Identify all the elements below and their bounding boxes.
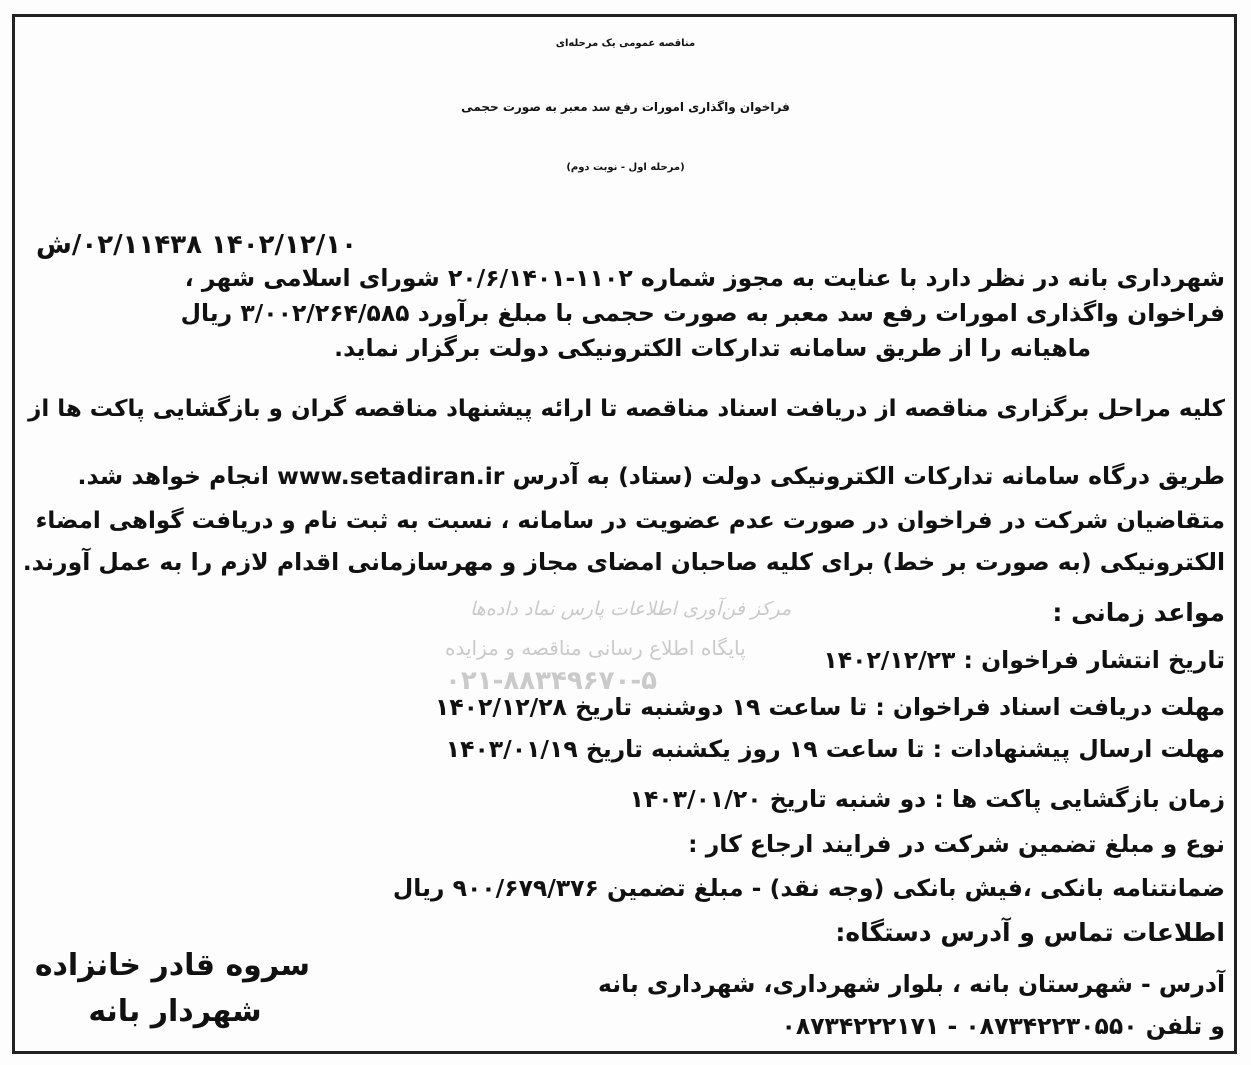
schedule-item: نوع و مبلغ تضمین شرکت در فرایند ارجاع کار : [688,830,1225,858]
body-line: شهرداری بانه در نظر دارد با عنایت به مجوز شماره ۱۱۰۲-۲۰/۶/۱۴۰۱ شورای اسلامی شهر ، [184,264,1225,292]
signatory-title: شهردار بانه [88,994,262,1029]
watermark-phone: ۰۲۱-۸۸۳۴۹۶۷۰-۵ [445,666,658,696]
schedule-item: مهلت ارسال پیشنهادات : تا ساعت ۱۹ روز یکشنبه تاریخ ۱۴۰۳/۰۱/۱۹ [445,735,1225,763]
watermark-line2: پایگاه اطلاع رسانی مناقصه و مزایده [445,636,746,660]
contact-heading: اطلاعات تماس و آدرس دستگاه: [835,918,1225,947]
reference-number: ۱۴۰۲/۱۲/۱۰ ۰۲/۱۱۴۳۸/ش [36,230,357,260]
schedule-item: تاریخ انتشار فراخوان : ۱۴۰۲/۱۲/۲۳ [823,646,1225,674]
phone-line: و تلفن ۰۸۷۳۴۲۲۳۰۵۵۰ - ۰۸۷۳۴۲۲۲۱۷۱ [781,1012,1225,1040]
body-line: فراخوان واگذاری امورات رفع سد معبر به صورت حجمی با مبلغ برآورد ۳/۰۰۲/۲۶۴/۵۸۵ ریال [180,299,1225,327]
tender-title: مناقصه عمومی یک مرحله‌ای [555,38,696,49]
body-line: طریق درگاه سامانه تدارکات الکترونیکی دولت (ستاد) به آدرس www.setadiran.ir انجام خواهد شد. [77,462,1225,490]
guarantee-line: ضمانتنامه بانکی ،فیش بانکی (وجه نقد) - مبلغ تضمین ۹۰۰/۶۷۹/۳۷۶ ریال [392,874,1225,902]
tender-subject: فراخوان واگذاری امورات رفع سد معبر به صورت حجمی [461,100,790,114]
signatory-name: سروه قادر خانزاده [34,948,310,983]
tender-stage: (مرحله اول - نوبت دوم) [566,162,685,173]
schedule-item: مهلت دریافت اسناد فراخوان : تا ساعت ۱۹ دوشنبه تاریخ ۱۴۰۲/۱۲/۲۸ [434,693,1225,721]
body-line: کلیه مراحل برگزاری مناقصه از دریافت اسناد مناقصه تا ارائه پیشنهاد مناقصه گران و بازگشایی پاکت ها از [28,396,1225,422]
watermark-line1: مرکز فن‌آوری اطلاعات پارس نماد داده‌ها [470,598,792,620]
body-line: الکترونیکی (به صورت بر خط) برای کلیه صاحبان امضای مجاز و مهرسازمانی اقدام لازم را به عمل آورند. [22,548,1225,576]
schedule-item: زمان بازگشایی پاکت ها : دو شنبه تاریخ ۱۴۰۳/۰۱/۲۰ [629,785,1225,813]
body-line: ماهیانه را از طریق سامانه تدارکات الکترونیکی دولت برگزار نماید. [334,334,1091,362]
address-line: آدرس - شهرستان بانه ، بلوار شهرداری، شهرداری بانه [598,970,1225,998]
body-line: متقاضیان شرکت در فراخوان در صورت عدم عضویت در سامانه ، نسبت به ثبت نام و دریافت گواهی امضاء [35,508,1225,534]
schedule-heading: مواعد زمانی : [1052,598,1225,627]
